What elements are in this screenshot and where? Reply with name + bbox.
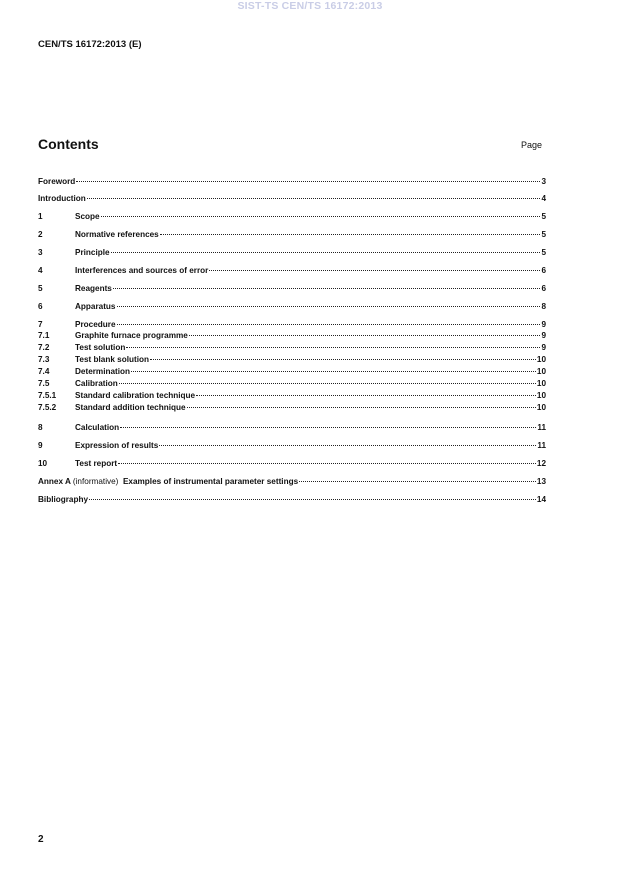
toc-entry-number: 10 <box>38 459 48 468</box>
toc-entry-number: 7.4 <box>38 367 50 376</box>
toc-entry-title: Determination <box>75 367 131 376</box>
watermark: SIST-TS CEN/TS 16172:2013 <box>237 0 383 12</box>
toc-entry-title: Expression of results <box>75 441 159 450</box>
toc-entry-annex-a[interactable] <box>38 476 546 487</box>
toc-entry-page: 3 <box>541 177 546 186</box>
contents-title: Contents <box>38 136 99 152</box>
toc-entry-page: 5 <box>541 212 546 221</box>
toc-entry-page: 12 <box>536 459 546 468</box>
toc-leader-dots <box>120 427 536 428</box>
toc-entry-test-solution[interactable] <box>38 342 546 354</box>
table-of-contents <box>38 176 546 505</box>
toc-leader-dots <box>76 181 540 182</box>
toc-leader-dots <box>150 359 536 360</box>
toc-entry-interferences[interactable] <box>38 265 546 276</box>
toc-leader-dots <box>126 347 540 348</box>
toc-leader-dots <box>117 324 541 325</box>
toc-entry-standard-addition-technique[interactable] <box>38 402 546 414</box>
toc-entry-title: Standard calibration technique <box>75 391 196 400</box>
toc-leader-dots <box>131 371 536 372</box>
toc-leader-dots <box>209 270 540 271</box>
toc-entry-page: 10 <box>536 367 546 376</box>
toc-entry-page: 11 <box>537 441 546 450</box>
toc-entry-title: Calculation <box>75 423 120 432</box>
toc-entry-title: Bibliography <box>38 495 89 504</box>
toc-leader-dots <box>111 252 541 253</box>
toc-entry-title: Normative references <box>75 230 159 239</box>
toc-entry-number: 4 <box>38 266 43 275</box>
toc-entry-page: 9 <box>541 331 546 340</box>
toc-leader-dots <box>118 463 536 464</box>
toc-entry-apparatus[interactable] <box>38 301 546 312</box>
toc-entry-number: 7.1 <box>38 331 50 340</box>
toc-entry-number: 3 <box>38 248 43 257</box>
toc-entry-page: 5 <box>541 248 546 257</box>
toc-leader-dots <box>113 288 541 289</box>
toc-entry-title: Test solution <box>75 343 126 352</box>
toc-entry-number: 7 <box>38 320 43 329</box>
toc-entry-page: 10 <box>536 355 546 364</box>
toc-leader-dots <box>159 445 536 446</box>
toc-entry-page: 10 <box>536 403 546 412</box>
toc-leader-dots <box>101 216 541 217</box>
toc-entry-reagents[interactable] <box>38 283 546 294</box>
toc-entry-expression-of-results[interactable] <box>38 440 546 451</box>
toc-entry-title <box>38 476 298 487</box>
toc-entry-foreword[interactable] <box>38 176 546 187</box>
toc-entry-title: Calibration <box>75 379 118 388</box>
annex-note: (informative) <box>72 477 119 486</box>
toc-leader-dots <box>189 335 541 336</box>
toc-entry-determination[interactable] <box>38 366 546 378</box>
toc-entry-page: 9 <box>541 343 546 352</box>
toc-entry-title: Test blank solution <box>75 355 149 364</box>
toc-entry-title: Apparatus <box>75 302 116 311</box>
toc-entry-page: 14 <box>536 495 546 504</box>
toc-entry-number: 7.3 <box>38 355 50 364</box>
toc-entry-title: Foreword <box>38 177 76 186</box>
toc-entry-page: 9 <box>541 320 546 329</box>
toc-entry-page: 10 <box>536 391 546 400</box>
toc-entry-title: Principle <box>75 248 110 257</box>
toc-entry-procedure[interactable] <box>38 319 546 330</box>
toc-entry-number: 2 <box>38 230 43 239</box>
toc-entry-page: 13 <box>536 477 546 486</box>
toc-leader-dots <box>160 234 541 235</box>
toc-leader-dots <box>299 481 536 482</box>
toc-entry-scope[interactable] <box>38 211 546 222</box>
toc-leader-dots <box>117 306 541 307</box>
toc-entry-page: 4 <box>541 194 546 203</box>
toc-entry-number: 9 <box>38 441 43 450</box>
toc-leader-dots <box>89 499 536 500</box>
toc-entry-standard-calibration-technique[interactable] <box>38 390 546 402</box>
toc-entry-page: 11 <box>537 423 546 432</box>
toc-leader-dots <box>187 407 536 408</box>
toc-entry-test-blank-solution[interactable] <box>38 354 546 366</box>
page-column-label: Page <box>521 140 543 150</box>
toc-entry-page: 6 <box>541 284 546 293</box>
toc-leader-dots <box>87 198 541 199</box>
document-id: CEN/TS 16172:2013 (E) <box>38 39 142 50</box>
toc-entry-number: 6 <box>38 302 43 311</box>
toc-leader-dots <box>119 383 536 384</box>
toc-entry-normative-references[interactable] <box>38 229 546 240</box>
toc-entry-title: Interferences and sources of error <box>75 266 209 275</box>
toc-entry-number: 7.5 <box>38 379 50 388</box>
toc-entry-title: Introduction <box>38 194 86 203</box>
page-number: 2 <box>38 834 44 845</box>
toc-entry-bibliography[interactable] <box>38 494 546 505</box>
toc-entry-title: Procedure <box>75 320 116 329</box>
toc-entry-number: 5 <box>38 284 43 293</box>
toc-entry-number: 7.5.1 <box>38 391 57 400</box>
toc-entry-number: 7.2 <box>38 343 50 352</box>
toc-entry-title: Scope <box>75 212 100 221</box>
toc-entry-title: Standard addition technique <box>75 403 186 412</box>
toc-entry-page: 10 <box>536 379 546 388</box>
toc-entry-calculation[interactable] <box>38 422 546 433</box>
toc-entry-calibration[interactable] <box>38 378 546 390</box>
toc-entry-test-report[interactable] <box>38 458 546 469</box>
toc-entry-graphite-furnace-programme[interactable] <box>38 330 546 342</box>
toc-entry-page: 6 <box>541 266 546 275</box>
toc-entry-page: 8 <box>541 302 546 311</box>
toc-entry-page: 5 <box>541 230 546 239</box>
toc-entry-number: 8 <box>38 423 43 432</box>
toc-entry-number: 7.5.2 <box>38 403 57 412</box>
annex-title: Examples of instrumental parameter settings <box>122 477 299 486</box>
annex-label: Annex A <box>38 477 71 486</box>
toc-entry-title: Reagents <box>75 284 112 293</box>
toc-entry-title: Graphite furnace programme <box>75 331 188 340</box>
toc-entry-title: Test report <box>75 459 118 468</box>
toc-entry-introduction[interactable] <box>38 193 546 204</box>
toc-entry-number: 1 <box>38 212 43 221</box>
toc-entry-principle[interactable] <box>38 247 546 258</box>
toc-leader-dots <box>196 395 536 396</box>
